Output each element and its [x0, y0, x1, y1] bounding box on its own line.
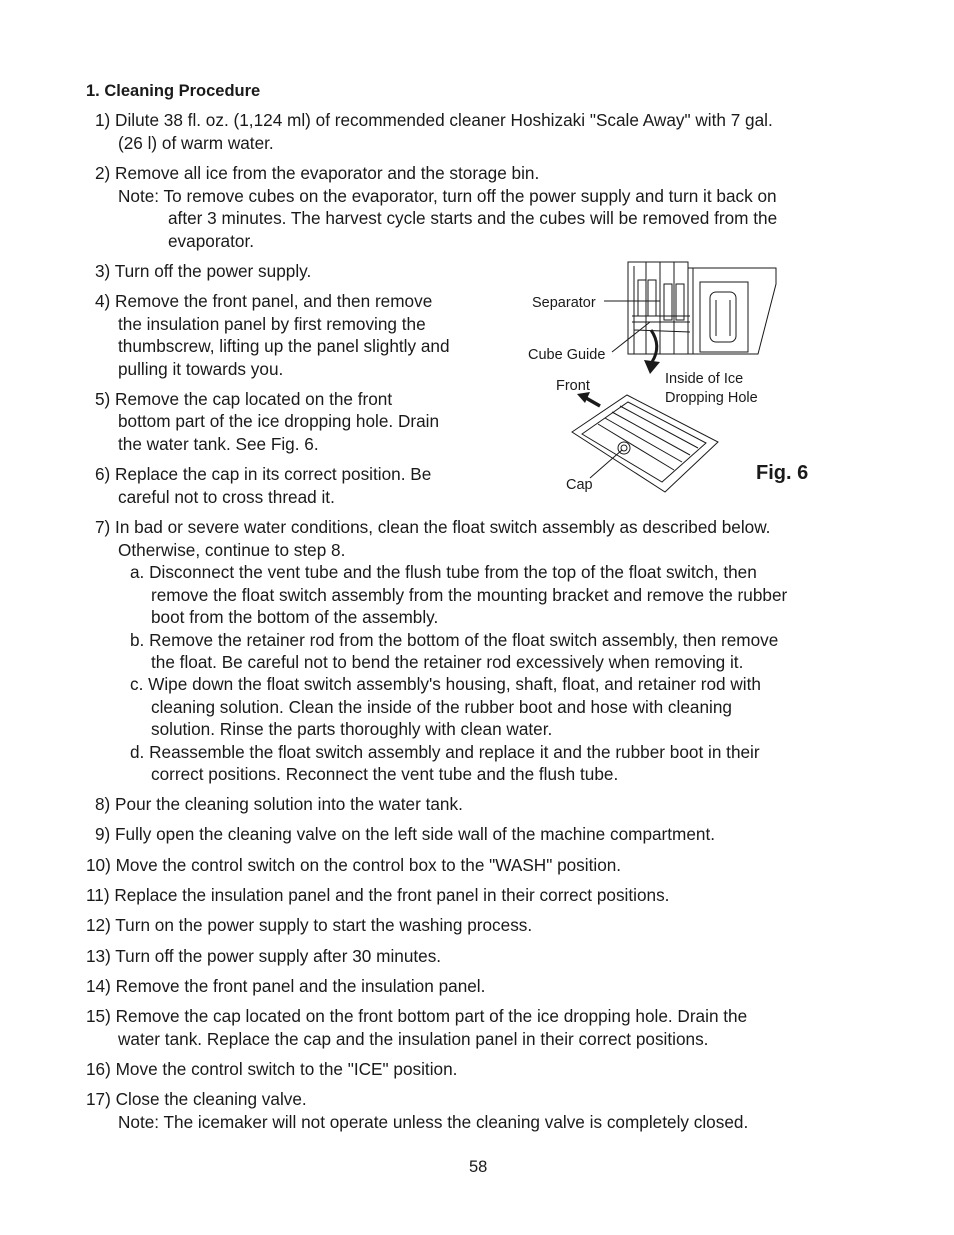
step-6-line-2: careful not to cross thread it. — [118, 487, 335, 507]
cube-guide-leader — [612, 322, 650, 352]
step-13-line-1: 13) Turn off the power supply after 30 minutes. — [86, 946, 442, 966]
ice-dropping-hole — [572, 395, 718, 492]
page-number: 58 — [469, 1158, 488, 1176]
step-1-line-2: (26 l) of warm water. — [118, 133, 274, 153]
step-9-line-1: 9) Fully open the cleaning valve on the left side wall of the machine compartment. — [95, 824, 716, 844]
step-7d-line-1: d. Reassemble the float switch assembly and replace it and the rubber boot in their — [130, 742, 760, 762]
drop-arrow-head — [644, 360, 660, 374]
step-5-line-3: the water tank. See Fig. 6. — [118, 434, 319, 454]
step-7-line-2: Otherwise, continue to step 8. — [118, 540, 346, 560]
step-6-line-1: 6) Replace the cap in its correct position. Be — [95, 464, 432, 484]
step-7a-line-1: a. Disconnect the vent tube and the flush tube from the top of the float switch, then — [130, 562, 757, 582]
section-heading: 1. Cleaning Procedure — [86, 82, 261, 100]
step-7c-line-3: solution. Rinse the parts thoroughly with clean water. — [151, 719, 553, 739]
step-4-line-4: pulling it towards you. — [118, 359, 284, 379]
machine-body — [628, 262, 776, 354]
step-7a-line-2: remove the float switch assembly from the mounting bracket and remove the rubber — [151, 585, 788, 605]
label-separator: Separator — [532, 295, 596, 311]
step-7b-line-1: b. Remove the retainer rod from the bottom of the float switch assembly, then remove — [130, 630, 779, 650]
step-16-line-1: 16) Move the control switch to the "ICE" position. — [86, 1059, 458, 1079]
step-2-note-line-3: evaporator. — [168, 231, 254, 251]
step-7b-line-2: the float. Be careful not to bend the retainer rod excessively when removing it. — [151, 652, 744, 672]
step-7d-line-2: correct positions. Reconnect the vent tube and the flush tube. — [151, 764, 619, 784]
step-15-line-2: water tank. Replace the cap and the insulation panel in their correct positions. — [118, 1029, 709, 1049]
step-3-line-1: 3) Turn off the power supply. — [95, 261, 312, 281]
step-8-line-1: 8) Pour the cleaning solution into the water tank. — [95, 794, 463, 814]
step-1-line-1: 1) Dilute 38 fl. oz. (1,124 ml) of recommended cleaner Hoshizaki "Scale Away" with 7 gal. — [95, 110, 773, 130]
front-arrow-icon — [586, 398, 600, 406]
step-2-note-line-2: after 3 minutes. The harvest cycle starts and the cubes will be removed from the — [168, 208, 778, 228]
step-17-line-1: 17) Close the cleaning valve. — [86, 1089, 307, 1109]
figure-caption: Fig. 6 — [756, 462, 809, 484]
step-4-line-3: thumbscrew, lifting up the panel slightly and — [118, 336, 450, 356]
step-7c-line-1: c. Wipe down the float switch assembly's housing, shaft, float, and retainer rod with — [130, 674, 761, 694]
label-cap: Cap — [566, 477, 593, 493]
step-15-line-1: 15) Remove the cap located on the front bottom part of the ice dropping hole. Drain the — [86, 1006, 748, 1026]
step-2-line-1: 2) Remove all ice from the evaporator and the storage bin. — [95, 163, 540, 183]
step-7a-line-3: boot from the bottom of the assembly. — [151, 607, 439, 627]
step-14-line-1: 14) Remove the front panel and the insulation panel. — [86, 976, 486, 996]
label-inside-line-2: Dropping Hole — [665, 390, 758, 406]
step-5-line-1: 5) Remove the cap located on the front — [95, 389, 393, 409]
step-11-line-1: 11) Replace the insulation panel and the front panel in their correct positions. — [86, 885, 670, 905]
step-10-line-1: 10) Move the control switch on the control box to the "WASH" position. — [86, 855, 622, 875]
drop-arrow — [651, 330, 657, 362]
label-front: Front — [556, 378, 590, 394]
step-2-note-line-1: Note: To remove cubes on the evaporator, turn off the power supply and turn it back on — [118, 186, 777, 206]
label-cube-guide: Cube Guide — [528, 347, 606, 363]
step-7-line-1: 7) In bad or severe water conditions, clean the float switch assembly as described below. — [95, 517, 771, 537]
step-4-line-2: the insulation panel by first removing the — [118, 314, 426, 334]
step-17-note-line-1: Note: The icemaker will not operate unless the cleaning valve is completely closed. — [118, 1112, 749, 1132]
step-4-line-1: 4) Remove the front panel, and then remove — [95, 291, 433, 311]
label-inside-line-1: Inside of Ice — [665, 371, 744, 387]
step-7c-line-2: cleaning solution. Clean the inside of the rubber boot and hose with cleaning — [151, 697, 732, 717]
step-12-line-1: 12) Turn on the power supply to start the washing process. — [86, 915, 533, 935]
step-5-line-2: bottom part of the ice dropping hole. Drain — [118, 411, 440, 431]
